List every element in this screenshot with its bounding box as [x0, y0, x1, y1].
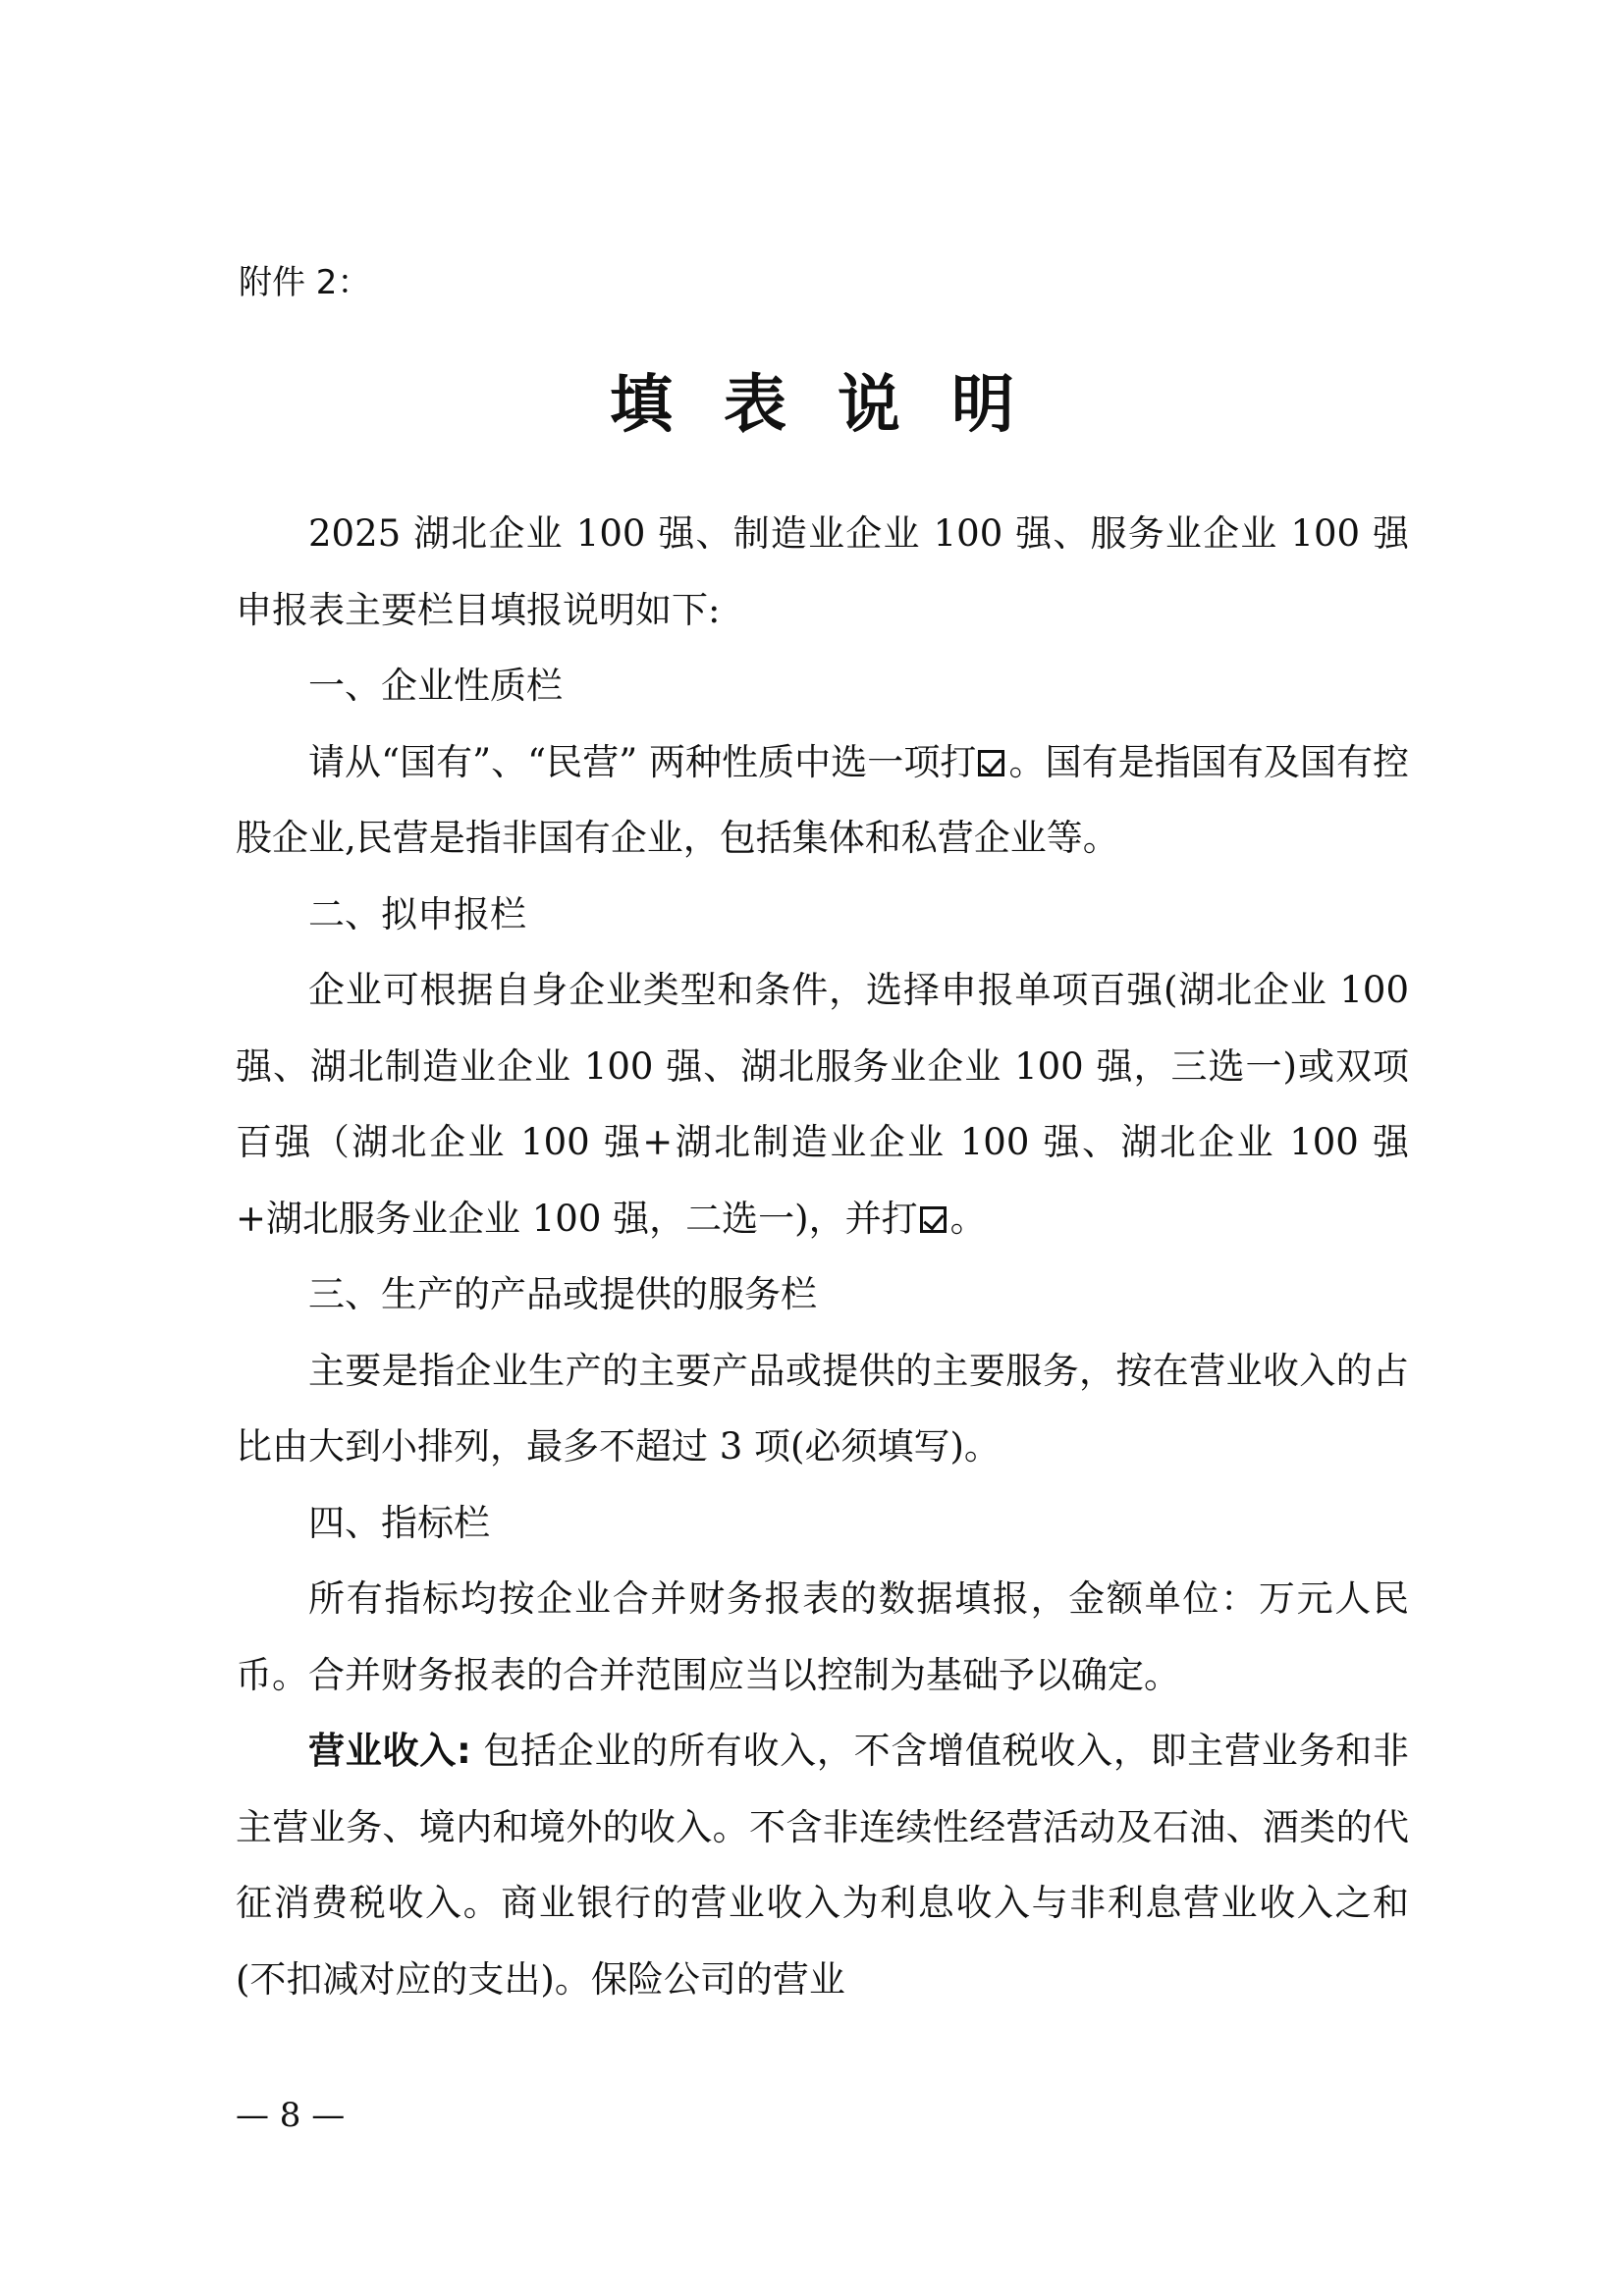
revenue-paragraph: [236, 1713, 1409, 2017]
section-heading-nature: 一、企业性质栏: [308, 665, 563, 707]
revenue-text: 包括企业的所有收入，不含增值税收入，即主营业务和非主营业务、境内和境外的收入。不含非连续性经营活动及石油、酒类的代征消费税收入。商业银行的营业收入为利息收入与非利息营业收入之和(不扣减对应的支出)。保险公司的营业: [236, 1730, 1410, 2001]
section-paragraph-indicators: 所有指标均按企业合并财务报表的数据填报，金额单位：万元人民币。合并财务报表的合并范围应当以控制为基础予以确定。: [236, 1577, 1409, 1696]
checked-box-icon: [978, 750, 1004, 776]
document-body: [236, 496, 1409, 2017]
section-paragraph-application: [236, 952, 1409, 1256]
section-paragraph-nature: [236, 724, 1409, 877]
nature-text-b: 。国有是指国有及国有控股企业,民营是指非国有企业，包括集体和私营企业等。: [236, 740, 1409, 859]
attachment-label: 附件 2：: [239, 263, 371, 302]
revenue-term: 营业收入:: [308, 1730, 471, 1772]
application-text-a: 企业可根据自身企业类型和条件，选择申报单项百强(湖北企业 100 强、湖北制造业企业 100 强、湖北服务业企业 100 强，三选一)或双项百强（湖北企业 100 强+湖北制造业企业 100 强、湖北企业 100 强+湖北服务业企业 100 强，二选一)，并打: [236, 969, 1409, 1240]
section-heading-application: 二、拟申报栏: [308, 892, 526, 935]
section-paragraph-products: 主要是指企业生产的主要产品或提供的主要服务，按在营业收入的占比由大到小排列，最多不超过 3 项(必须填写)。: [236, 1349, 1409, 1468]
page-number: — 8 —: [236, 2096, 346, 2135]
intro-paragraph: 2025 湖北企业 100 强、制造业企业 100 强、服务业企业 100 强申报表主要栏目填报说明如下:: [236, 512, 1409, 631]
section-heading-indicators: 四、指标栏: [308, 1501, 490, 1544]
page-title: 填表说明: [610, 368, 1065, 442]
nature-text-a: 请从“国有”、“民营” 两种性质中选一项打: [308, 740, 977, 783]
checked-box-icon: [920, 1206, 947, 1233]
application-text-b: 。: [949, 1197, 987, 1240]
section-heading-products: 三、生产的产品或提供的服务栏: [308, 1273, 817, 1315]
